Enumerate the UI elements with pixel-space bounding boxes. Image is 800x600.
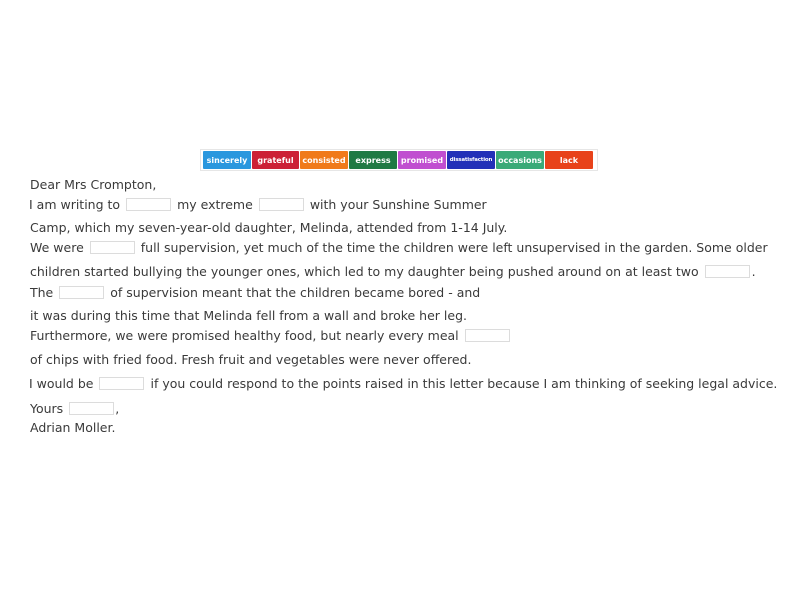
word-tile-dissatisfaction[interactable]: dissatisfaction	[447, 151, 495, 169]
greeting-line	[30, 176, 156, 192]
text: my extreme	[177, 196, 253, 212]
word-tile-sincerely[interactable]: sincerely	[203, 151, 251, 169]
text: I am writing to	[29, 196, 121, 212]
letter-line-7	[30, 327, 516, 343]
text: ,	[115, 400, 120, 416]
blank-2-drop-zone[interactable]	[259, 198, 304, 211]
word-tile-grateful[interactable]: grateful	[252, 151, 299, 169]
word-tile-consisted[interactable]: consisted	[300, 151, 348, 169]
text: Furthermore, we were promised healthy food, but nearly every meal	[30, 327, 459, 343]
text: Yours	[30, 400, 64, 416]
letter-line-1	[29, 196, 487, 212]
closing-line	[30, 400, 119, 416]
letter-line-8	[30, 351, 471, 367]
signature-line	[30, 419, 115, 435]
text: We were	[30, 239, 84, 255]
letter-line-4	[30, 263, 756, 279]
word-tile-express[interactable]: express	[349, 151, 397, 169]
text: .	[751, 263, 756, 279]
text: of supervision meant that the children became bored - and	[110, 284, 481, 300]
blank-8-drop-zone[interactable]	[69, 402, 114, 415]
text: Camp, which my seven-year-old daughter, Melinda, attended from 1-14 July.	[30, 219, 508, 235]
text: full supervision, yet much of the time the children were left unsupervised in the garden. Some older	[140, 239, 768, 255]
blank-1-drop-zone[interactable]	[126, 198, 171, 211]
letter-line-3	[30, 239, 768, 255]
blank-4-drop-zone[interactable]	[705, 265, 750, 278]
text: The	[30, 284, 54, 300]
blank-5-drop-zone[interactable]	[59, 286, 104, 299]
letter-line-5	[30, 284, 480, 300]
word-tile-lack[interactable]: lack	[545, 151, 593, 169]
text: it was during this time that Melinda fell from a wall and broke her leg.	[30, 307, 467, 323]
letter-line-2	[30, 219, 507, 235]
blank-6-drop-zone[interactable]	[465, 329, 510, 342]
greeting: Dear Mrs Crompton,	[30, 176, 157, 192]
text: with your Sunshine Summer	[309, 196, 487, 212]
text: I would be	[29, 375, 94, 391]
text: of chips with fried food. Fresh fruit and vegetables were never offered.	[30, 351, 472, 367]
word-tile-occasions[interactable]: occasions	[496, 151, 544, 169]
word-bank	[200, 149, 598, 171]
letter-line-9	[29, 375, 777, 391]
text: children started bullying the younger ones, which led to my daughter being pushed around on at least two	[30, 263, 699, 279]
signature: Adrian Moller.	[30, 419, 116, 435]
word-tile-promised[interactable]: promised	[398, 151, 446, 169]
letter-line-6	[30, 307, 467, 323]
blank-7-drop-zone[interactable]	[99, 377, 144, 390]
text: if you could respond to the points raised in this letter because I am thinking of seeking legal advice.	[150, 375, 778, 391]
blank-3-drop-zone[interactable]	[90, 241, 135, 254]
